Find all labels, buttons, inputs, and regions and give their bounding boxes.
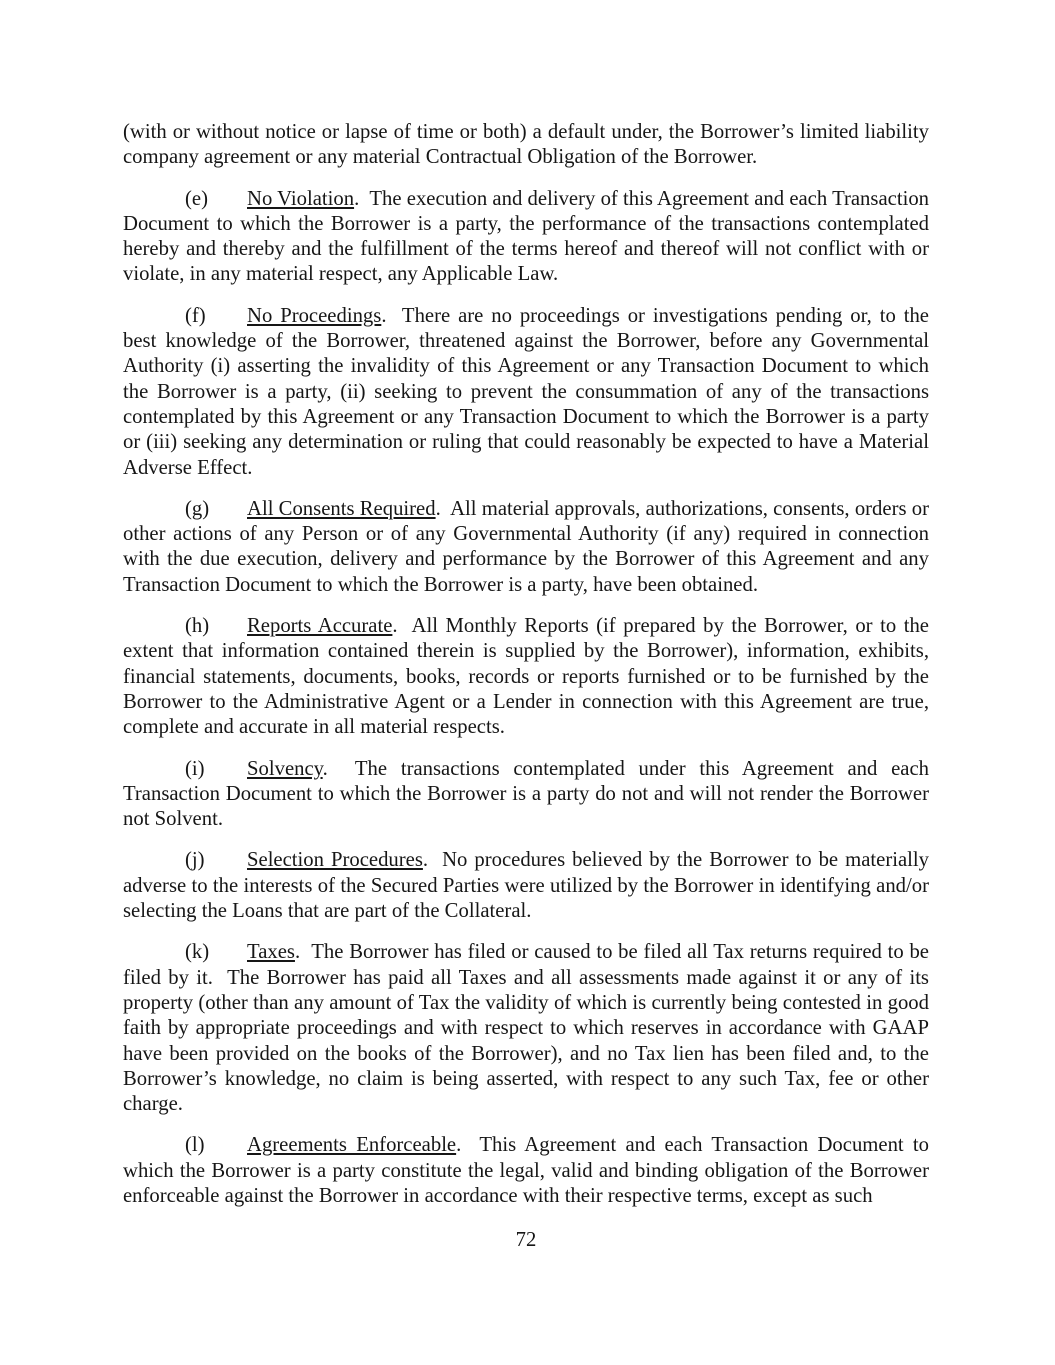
paragraph-l-body: . This Agreement and each Transaction Document to which the Borrower is a party constitute the legal, valid and binding obligation of the Borrower enforceable against the Borrower in accordance with their respective terms, except as such [123,1134,929,1207]
paragraph-f-body: . There are no proceedings or investigations pending or, to the best knowledge of the Borrower, threatened against the Borrower, before any Governmental Authority (i) asserting the invalidity of this Agreement or any Transaction Document to which the Borrower is a party, (ii) seeking to prevent the consummation of any of the transactions contemplated by this Agreement or any Transaction Document to which the Borrower is a party or (iii) seeking any determination or ruling that could reasonably be expected to have a Material Adverse Effect. [123,304,929,479]
paragraph-l-heading: Agreements Enforceable [247,1134,457,1157]
paragraph-l [123,1133,929,1209]
paragraph-h-body: . All Monthly Reports (if prepared by the Borrower, or to the extent that information contained therein is supplied by the Borrower), information, exhibits, financial statements, documents, books, records or reports furnished or to be furnished by the Borrower to the Administrative Agent or a Lender in connection with this Agreement are true, complete and accurate in all material respects. [123,615,929,739]
intro-paragraph [123,120,929,171]
paragraph-k-heading: Taxes [247,941,295,964]
paragraph-j-body: . No procedures believed by the Borrower to be materially adverse to the interests of the Secured Parties were utilized by the Borrower in identifying and/or selecting the Loans that are part of the Collateral. [123,849,929,923]
paragraph-e-label: (e) [185,187,208,210]
paragraph-j [123,848,929,924]
paragraph-e [123,187,929,288]
paragraph-f-heading: No Proceedings [247,304,382,327]
paragraph-g-body: . All material approvals, authorizations, consents, orders or other actions of any Person or of any Governmental Authority (if any) required in connection with the due execution, delivery and performance by the Borrower of this Agreement and any Transaction Document to which the Borrower is a party, have been obtained. [123,497,929,596]
paragraph-h-heading: Reports Accurate [247,615,393,638]
paragraph-f [123,304,929,481]
paragraph-e-heading: No Violation [247,187,355,210]
paragraph-g [123,497,929,598]
paragraph-h [123,614,929,740]
paragraph-g-heading: All Consents Required [247,497,436,520]
paragraph-j-label: (j) [185,849,205,872]
paragraph-i-body: . The transactions contemplated under this Agreement and each Transaction Document to which the Borrower is a party do not and will not render the Borrower not Solvent. [123,757,929,831]
intro-text: (with or without notice or lapse of time or both) a default under, the Borrower’s limited liability company agreement or any material Contractual Obligation of the Borrower. [123,121,929,169]
paragraph-l-label: (l) [185,1134,205,1157]
paragraph-h-label: (h) [185,615,210,638]
paragraph-g-label: (g) [185,497,210,520]
paragraph-i [123,757,929,833]
paragraph-e-body: . The execution and delivery of this Agreement and each Transaction Document to which the Borrower is a party, the performance of the transactions contemplated hereby and thereby and the fulfillment of the terms hereof and thereof will not conflict with or violate, in any material respect, any Applicable Law. [123,187,930,286]
paragraph-k [123,940,929,1117]
page-content [123,120,929,1209]
paragraph-i-heading: Solvency [247,757,323,780]
paragraph-k-body: . The Borrower has filed or caused to be filed all Tax returns required to be filed by it. The Borrower has paid all Taxes and all assessments made against it or any of its property (other than any amount of Tax the validity of which is currently being contested in good faith by appropriate proceedings and with respect to which reserves in accordance with GAAP have been provided on the books of the Borrower), and no Tax lien has been filed and, to the Borrower’s knowledge, no claim is being asserted, with respect to any such Tax, fee or other charge. [123,941,929,1116]
paragraph-i-label: (i) [185,757,205,780]
paragraph-j-heading: Selection Procedures [247,849,423,872]
paragraph-k-label: (k) [185,941,210,964]
page-number: 72 [515,1229,537,1251]
paragraph-f-label: (f) [185,304,206,327]
